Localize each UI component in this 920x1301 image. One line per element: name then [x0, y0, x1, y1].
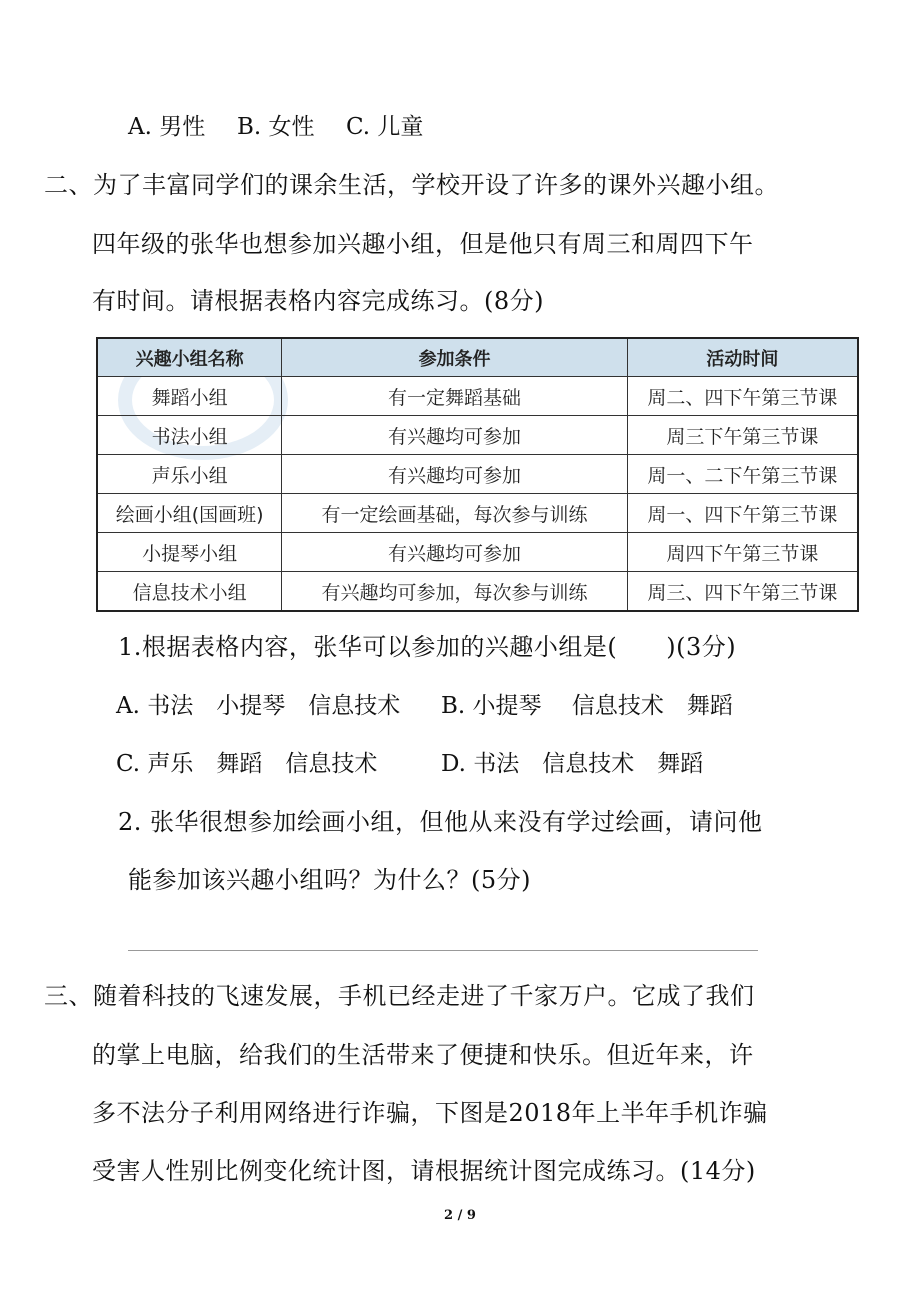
question1-option-c: C. 声乐 舞蹈 信息技术: [116, 751, 378, 777]
answer-line: [128, 950, 758, 951]
option-b-female: B. 女性: [237, 114, 315, 140]
time-cell: 周一、四下午第三节课: [627, 494, 858, 533]
table-row: [97, 416, 858, 455]
question1-option-a: A. 书法 小提琴 信息技术: [116, 693, 401, 719]
section3-line4: 受害人性别比例变化统计图，请根据统计图完成练习。(14分): [92, 1157, 756, 1185]
group-name-cell: 舞蹈小组: [97, 377, 282, 416]
question1-option-d: D. 书法 信息技术 舞蹈: [441, 751, 704, 777]
time-cell: 周三下午第三节课: [627, 416, 858, 455]
question2-line2: 能参加该兴趣小组吗？为什么？(5分): [128, 866, 531, 894]
section3-line3: 多不法分子利用网络进行诈骗，下图是2018年上半年手机诈骗: [92, 1099, 768, 1127]
table-header-row: [97, 338, 858, 377]
condition-cell: 有兴趣均可参加: [282, 533, 628, 572]
table-row: [97, 533, 858, 572]
condition-cell: 有兴趣均可参加，每次参与训练: [282, 572, 628, 612]
section2-line1: 二、为了丰富同学们的课余生活，学校开设了许多的课外兴趣小组。: [44, 171, 779, 199]
table-row: [97, 455, 858, 494]
time-cell: 周四下午第三节课: [627, 533, 858, 572]
header-time: 活动时间: [627, 338, 858, 377]
question1-stem: 1.根据表格内容，张华可以参加的兴趣小组是( )(3分): [118, 633, 737, 661]
header-group-name: 兴趣小组名称: [97, 338, 282, 377]
interest-groups-table: [96, 337, 859, 612]
condition-cell: 有一定绘画基础，每次参与训练: [282, 494, 628, 533]
page-number: 2 / 9: [444, 1208, 476, 1223]
question2-line1: 2. 张华很想参加绘画小组，但他从来没有学过绘画，请问他: [118, 808, 763, 836]
section2-line2: 四年级的张华也想参加兴趣小组，但是他只有周三和周四下午: [92, 230, 754, 258]
group-name-cell: 书法小组: [97, 416, 282, 455]
table-row: [97, 377, 858, 416]
group-name-cell: 信息技术小组: [97, 572, 282, 612]
header-conditions: 参加条件: [282, 338, 628, 377]
group-name-cell: 绘画小组(国画班): [97, 494, 282, 533]
table-row: [97, 494, 858, 533]
section3-line2: 的掌上电脑，给我们的生活带来了便捷和快乐。但近年来，许: [92, 1041, 754, 1069]
group-name-cell: 小提琴小组: [97, 533, 282, 572]
table-row: [97, 572, 858, 612]
condition-cell: 有兴趣均可参加: [282, 455, 628, 494]
section3-line1: 三、随着科技的飞速发展，手机已经走进了千家万户。它成了我们: [44, 982, 755, 1010]
option-c-child: C. 儿童: [346, 114, 424, 140]
time-cell: 周二、四下午第三节课: [627, 377, 858, 416]
condition-cell: 有一定舞蹈基础: [282, 377, 628, 416]
section2-line3: 有时间。请根据表格内容完成练习。(8分): [92, 287, 544, 315]
question1-option-b: B. 小提琴 信息技术 舞蹈: [441, 693, 733, 719]
group-name-cell: 声乐小组: [97, 455, 282, 494]
time-cell: 周一、二下午第三节课: [627, 455, 858, 494]
condition-cell: 有兴趣均可参加: [282, 416, 628, 455]
option-a-male: A. 男性: [128, 114, 206, 140]
time-cell: 周三、四下午第三节课: [627, 572, 858, 612]
